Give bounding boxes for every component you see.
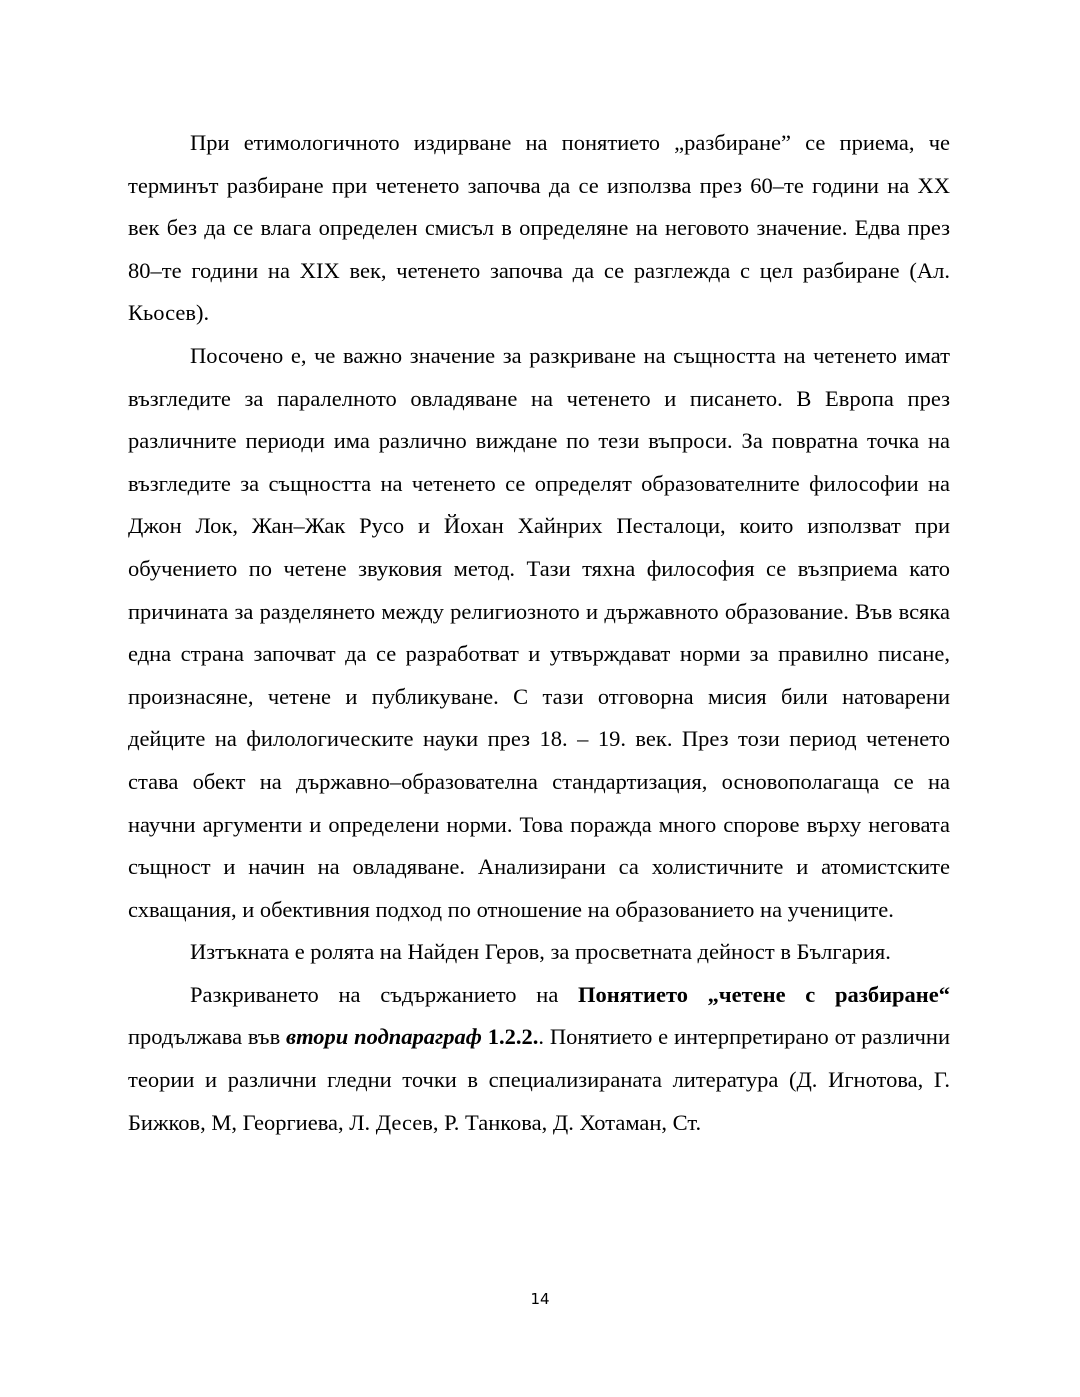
text-run: . Понятието е интерпретирано от различни теории и различни гледни точки в специализираната литература (Д. Игнотова, Г. Бижков, М, Георгиева, Л. Десев, Р. Танкова, Д. Хотаман, Ст. xyxy=(128,1024,951,1135)
bold-term: Понятието „четене с разбиране“ xyxy=(578,981,951,1007)
section-number: 1.2.2. xyxy=(487,1024,539,1050)
page-number: 14 xyxy=(530,1290,550,1308)
paragraph-european-views: Посочено е, че важно значение за разкриване на същността на четенето имат възгледите за паралелното овладяване на четенето и писането. В Европа през различните периоди има различно виждане по тези въпроси. За повратна точка на възгледите за същността на четенето се определят образователните философии на Джон Лок, Жан–Жак Русо и Йохан Хайнрих Песталоци, които използват при обучението по четене звуковия метод. Тази тяхна философия се възприема като причината за разделянето между религиозното и държавното образование. Във всяка една страна започват да се разработват и утвърждават норми за правилно писане, произнасяне, четене и публикуване. С тази отговорна мисия били натоварени дейците на филологическите науки през 18. – 19. век. През този период четенето става обект на държавно–образователна стандартизация, основополагаща се на научни аргументи и определени норми. Това поражда много спорове върху неговата същност и начин на овладяване. Анализирани са холистичните и атомистските схващания, и обективния подход по отношение на образованието на учениците. xyxy=(128,342,950,922)
document-body xyxy=(128,122,950,1144)
paragraph-nayden-gerov: Изтъкната е ролята на Найден Геров, за просветната дейност в България. xyxy=(190,939,891,965)
paragraph-reading-comprehension xyxy=(128,974,950,1144)
bold-italic-term: втори подпараграф xyxy=(286,1024,482,1050)
text-run: Разкриването на съдържанието на xyxy=(190,981,579,1007)
paragraph-etymology: При етимологичното издирване на понятието „разбиране” се приема, че терминът разбиране при четенето започва да се използва през 60–те години на XX век без да се влага определен смисъл в определяне на неговото значение. Едва през 80–те години на XIX век, четенето започва да се разглежда с цел разбиране (Ал. Кьосев). xyxy=(128,130,950,326)
text-run: продължава във xyxy=(128,1024,287,1050)
